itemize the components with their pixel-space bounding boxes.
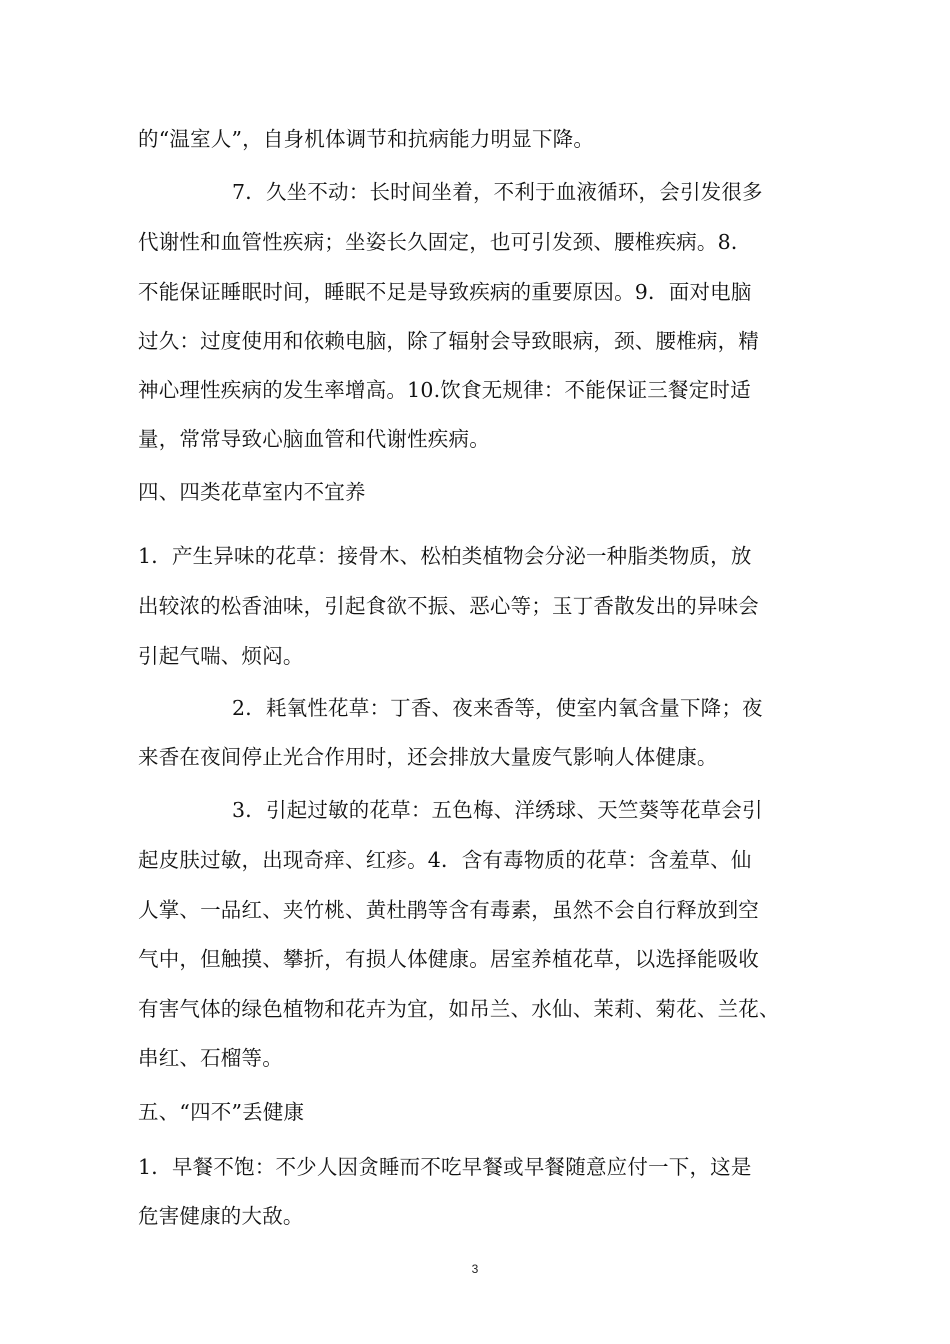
paragraph-line: 有害气体的绿色植物和花卉为宜，如吊兰、水仙、茉莉、菊花、兰花、 — [138, 997, 780, 1021]
paragraph-line: 出较浓的松香油味，引起食欲不振、恶心等；玉丁香散发出的异味会 — [138, 594, 759, 618]
paragraph-line: 量，常常导致心脑血管和代谢性疾病。 — [138, 427, 490, 451]
paragraph-line: 人掌、一品红、夹竹桃、黄杜鹃等含有毒素，虽然不会自行释放到空 — [138, 898, 759, 922]
paragraph-line: 起皮肤过敏，出现奇痒、红疹。4．含有毒物质的花草：含羞草、仙 — [138, 848, 752, 872]
paragraph-line: 的“温室人”，自身机体调节和抗病能力明显下降。 — [138, 127, 595, 151]
paragraph-line: 过久：过度使用和依赖电脑，除了辐射会导致眼病，颈、腰椎病，精 — [138, 329, 759, 353]
paragraph-line: 7．久坐不动：长时间坐着，不利于血液循环，会引发很多 — [232, 180, 763, 204]
paragraph-line: 代谢性和血管性疾病；坐姿长久固定，也可引发颈、腰椎疾病。8． — [138, 230, 752, 254]
page-number: 3 — [471, 1262, 479, 1276]
paragraph-line: 3．引起过敏的花草：五色梅、洋绣球、天竺葵等花草会引 — [232, 798, 763, 822]
paragraph-line: 来香在夜间停止光合作用时，还会排放大量废气影响人体健康。 — [138, 745, 718, 769]
paragraph-line: 2．耗氧性花草：丁香、夜来香等，使室内氧含量下降；夜 — [232, 696, 763, 720]
paragraph-line: 危害健康的大敌。 — [138, 1204, 304, 1228]
paragraph-line: 神心理性疾病的发生率增高。10.饮食无规律：不能保证三餐定时适 — [138, 378, 751, 402]
paragraph-line: 1．早餐不饱：不少人因贪睡而不吃早餐或早餐随意应付一下，这是 — [138, 1155, 752, 1179]
section-heading: 五、“四不”丢健康 — [138, 1100, 305, 1124]
paragraph-line: 不能保证睡眠时间，睡眠不足是导致疾病的重要原因。9．面对电脑 — [138, 280, 752, 304]
paragraph-line: 引起气喘、烦闷。 — [138, 644, 304, 668]
paragraph-line: 串红、石榴等。 — [138, 1046, 283, 1070]
section-heading: 四、四类花草室内不宜养 — [138, 480, 366, 504]
paragraph-line: 气中，但触摸、攀折，有损人体健康。居室养植花草，以选择能吸收 — [138, 947, 759, 971]
paragraph-line: 1．产生异味的花草：接骨木、松柏类植物会分泌一种脂类物质，放 — [138, 544, 752, 568]
